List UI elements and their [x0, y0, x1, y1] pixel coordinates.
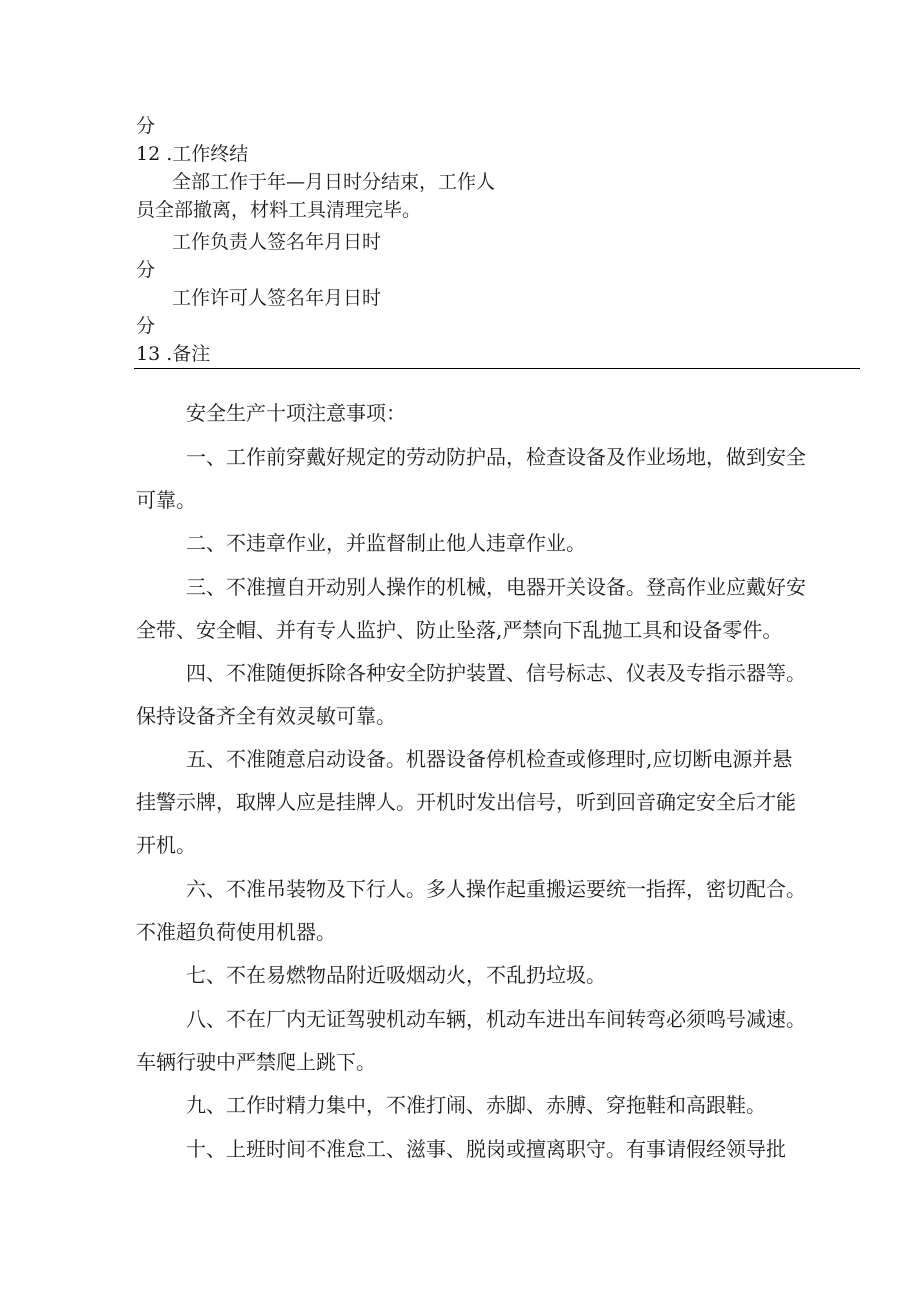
safety-rule-line: 八、不在厂内无证驾驶机动车辆，机动车进出车间转弯必须鸣号减速。	[186, 1007, 806, 1031]
safety-rule-line: 车辆行驶中严禁爬上跳下。	[136, 1050, 376, 1074]
permit-signature-line: 工作许可人签名年月日时	[172, 287, 382, 309]
safety-heading: 安全生产十项注意事项：	[186, 401, 406, 425]
completion-line-1: 全部工作于年—月日时分结束，工作人	[172, 171, 496, 193]
safety-rule-line: 全带、安全帽、并有专人监护、防止坠落,严禁向下乱抛工具和设备零件。	[136, 618, 783, 642]
safety-rule-line: 开机。	[136, 833, 196, 857]
permit-signature-cont: 分	[136, 315, 156, 337]
safety-rule-line: 四、不准随便拆除各种安全防护装置、信号标志、仪表及专指示器等。	[186, 661, 806, 685]
leader-signature-line: 工作负责人签名年月日时	[172, 231, 382, 253]
safety-rule-line: 保持设备齐全有效灵敏可靠。	[136, 704, 396, 728]
completion-line-2: 员全部撤离，材料工具清理完毕。	[136, 199, 422, 221]
safety-rule-line: 三、不准擅自开动别人操作的机械，电器开关设备。登高作业应戴好安	[186, 575, 806, 599]
safety-rule-line: 不准超负荷使用机器。	[136, 920, 336, 944]
safety-rule-line: 二、不违章作业，并监督制止他人违章作业。	[186, 531, 586, 555]
item-12-title: 12 .工作终结	[136, 143, 249, 165]
safety-rule-line: 七、不在易燃物品附近吸烟动火，不乱扔垃圾。	[186, 963, 606, 987]
leader-signature-cont: 分	[136, 259, 156, 281]
safety-rule-line: 十、上班时间不准怠工、滋事、脱岗或擅离职守。有事请假经领导批	[186, 1137, 786, 1161]
safety-rule-line: 九、工作时精力集中，不准打闹、赤脚、赤膊、穿拖鞋和高跟鞋。	[186, 1093, 766, 1117]
safety-rule-line: 可靠。	[136, 488, 196, 512]
item-13-title: 13 .备注	[136, 343, 211, 365]
safety-rule-line: 一、工作前穿戴好规定的劳动防护品，检查设备及作业场地，做到安全	[186, 445, 806, 469]
divider-line	[134, 368, 860, 369]
safety-rule-line: 挂警示牌，取牌人应是挂牌人。开机时发出信号，听到回音确定安全后才能	[136, 790, 796, 814]
safety-rule-line: 五、不准随意启动设备。机器设备停机检查或修理时,应切断电源并悬	[186, 747, 793, 771]
safety-rule-line: 六、不准吊装物及下行人。多人操作起重搬运要统一指挥，密切配合。	[186, 877, 806, 901]
text-line: 分	[136, 115, 156, 137]
